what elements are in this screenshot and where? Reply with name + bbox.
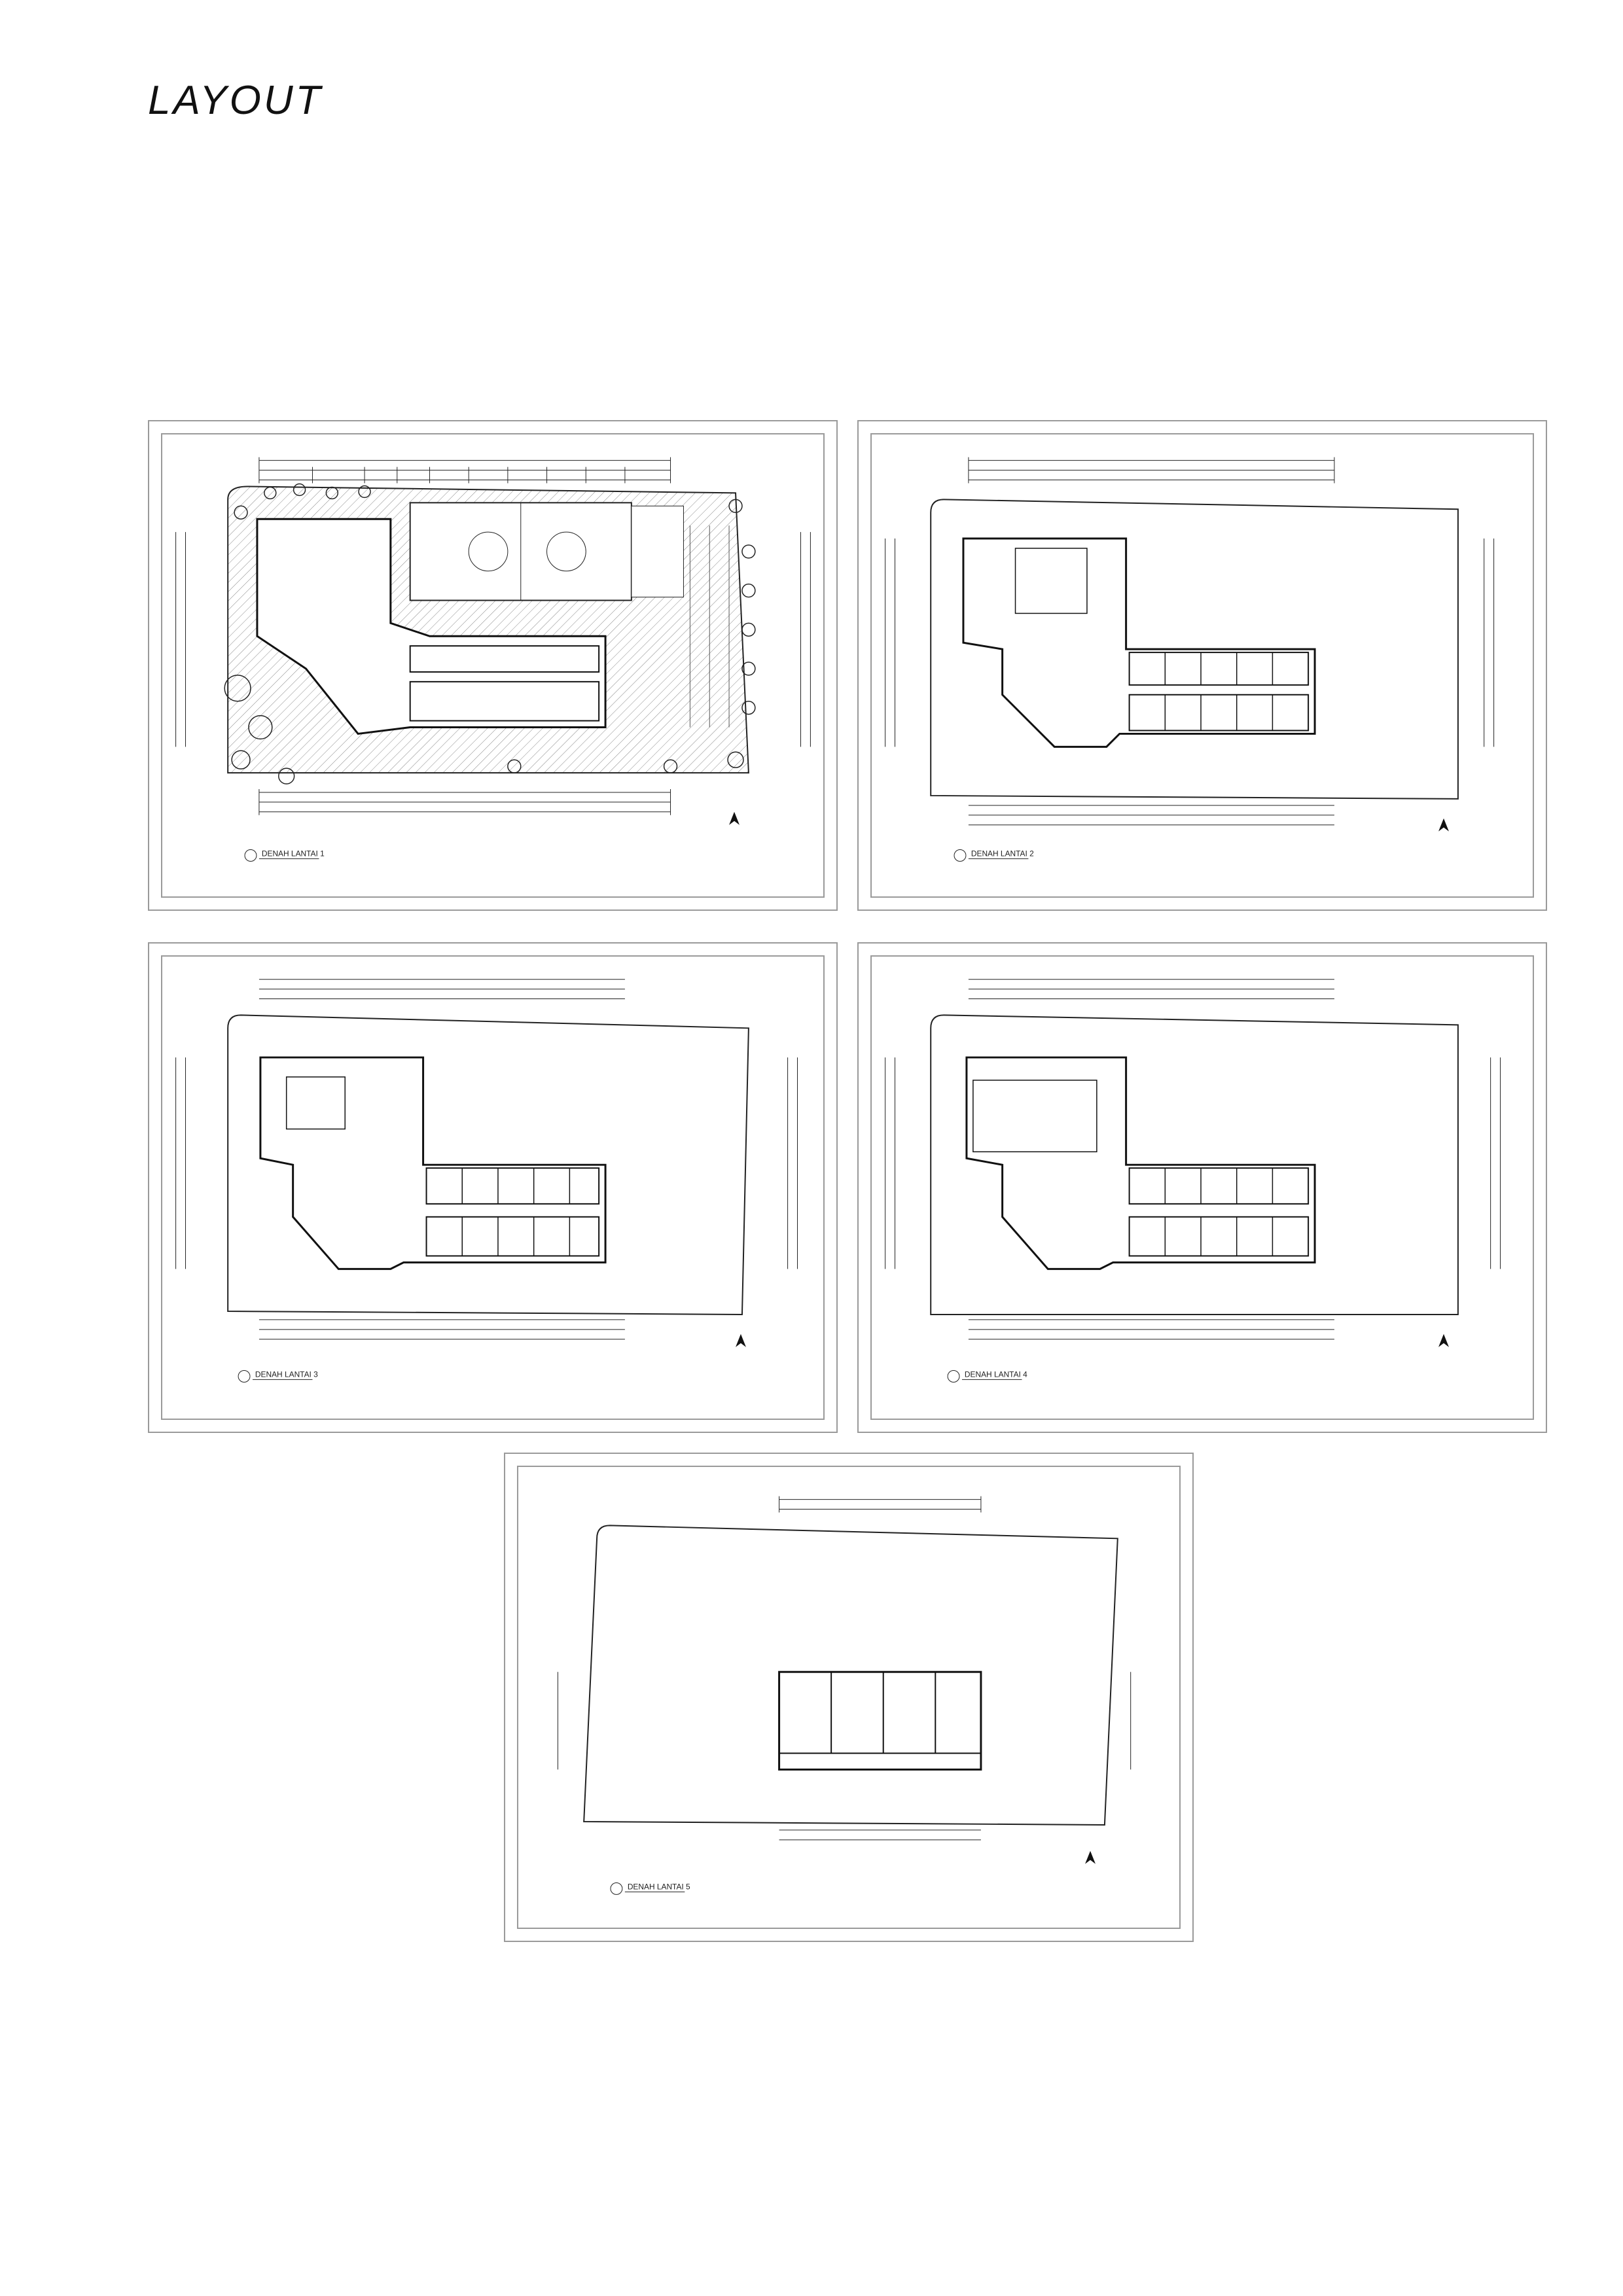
label-marker-icon	[948, 1371, 959, 1383]
court	[632, 506, 684, 597]
label-marker-icon	[245, 849, 257, 861]
north-arrow-icon	[1438, 819, 1449, 832]
dimension-chain-top	[259, 457, 671, 484]
label-marker-icon	[954, 849, 966, 861]
sheet-denah-lantai-2	[857, 420, 1547, 911]
dimension-chain-top	[259, 980, 625, 999]
dimension-chain-bottom	[259, 789, 671, 815]
floor-plan-5	[505, 1454, 1192, 1941]
sheet-denah-lantai-1	[148, 420, 838, 911]
floor-plan-1	[149, 421, 836, 910]
building-footprint	[779, 1672, 981, 1769]
dimension-chain-bottom	[779, 1830, 981, 1840]
sheet-denah-lantai-3	[148, 942, 838, 1433]
sheet-label: DENAH LANTAI 3	[255, 1369, 318, 1379]
sheet-label: DENAH LANTAI 5	[627, 1882, 690, 1892]
dimension-chain-bottom	[969, 805, 1334, 825]
sheet-denah-lantai-4	[857, 942, 1547, 1433]
floor-plan-4	[859, 944, 1546, 1432]
building-footprint	[260, 1057, 605, 1269]
building-footprint	[967, 1057, 1315, 1269]
page-title: LAYOUT	[148, 78, 323, 123]
north-arrow-icon	[736, 1334, 746, 1347]
sheet-label: DENAH LANTAI 1	[261, 849, 325, 858]
floor-plan-2	[859, 421, 1546, 910]
building-footprint	[963, 539, 1315, 747]
dimension-chain-bottom	[969, 1320, 1334, 1339]
sheet-label: DENAH LANTAI 4	[964, 1369, 1027, 1379]
north-arrow-icon	[729, 812, 740, 825]
north-arrow-icon	[1438, 1334, 1449, 1347]
sheet-denah-lantai-5	[504, 1453, 1194, 1942]
label-marker-icon	[238, 1371, 250, 1383]
dimension-chain-top	[969, 980, 1334, 999]
floor-plan-3	[149, 944, 836, 1432]
label-marker-icon	[611, 1882, 622, 1894]
dimension-chain-top	[779, 1496, 981, 1513]
dimension-chain-top	[969, 457, 1334, 484]
dimension-chain-bottom	[259, 1320, 625, 1339]
sheet-label: DENAH LANTAI 2	[971, 849, 1034, 858]
north-arrow-icon	[1085, 1851, 1096, 1864]
